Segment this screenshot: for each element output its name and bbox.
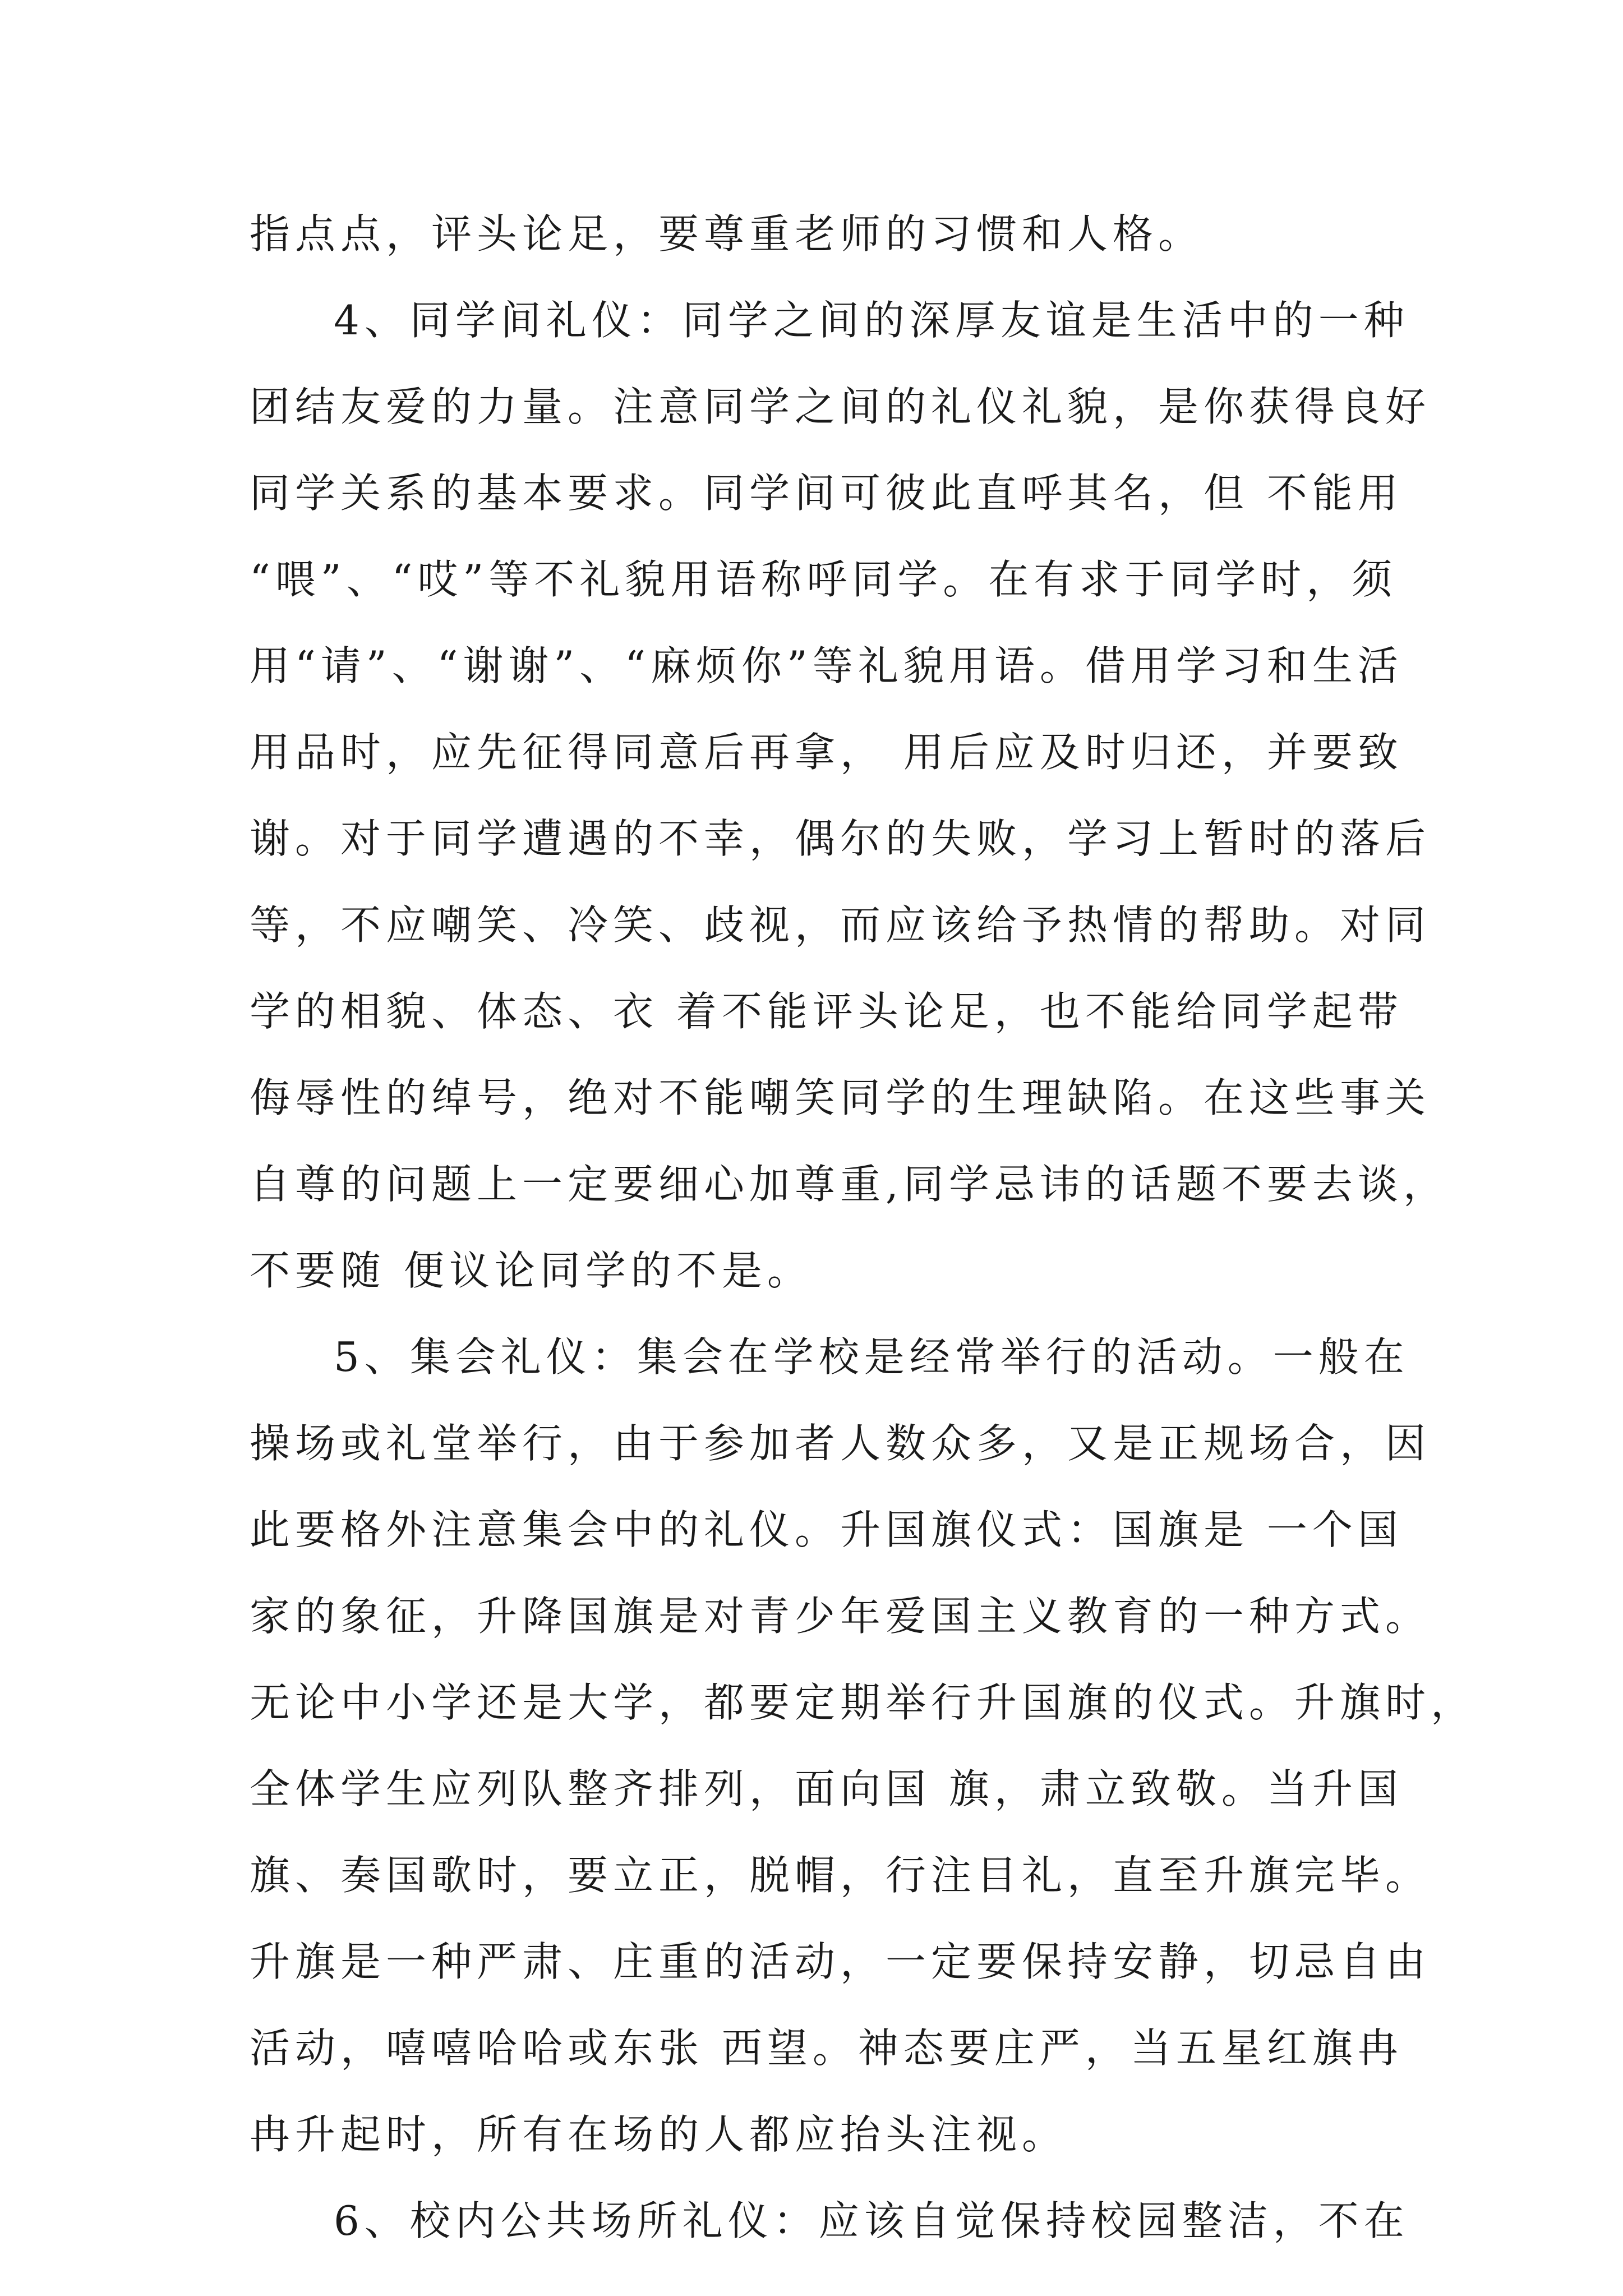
text-line: 4、同学间礼仪：同学之间的深厚友谊是生活中的一种 <box>334 297 1409 344</box>
text-line: 此要格外注意集会中的礼仪。升国旗仪式：国旗是 一个国 <box>250 1506 1403 1553</box>
text-line: 等，不应嘲笑、冷笑、歧视，而应该给予热情的帮助。对同 <box>250 901 1431 949</box>
text-line: “喂”、“哎”等不礼貌用语称呼同学。在有求于同学时，须 <box>250 556 1398 603</box>
text-line: 用“请”、“谢谢”、“麻烦你”等礼貌用语。借用学习和生活 <box>250 642 1403 689</box>
text-line: 活动，嘻嘻哈哈或东张 西望。神态要庄严，当五星红旗冉 <box>250 2024 1403 2072</box>
text-line: 5、集会礼仪：集会在学校是经常举行的活动。一般在 <box>334 1333 1409 1381</box>
text-line: 自尊的问题上一定要细心加尊重,同学忌讳的话题不要去谈， <box>250 1161 1449 1208</box>
text-line: 家的象征，升降国旗是对青少年爱国主义教育的一种方式。 <box>250 1593 1431 1640</box>
text-line: 学的相貌、体态、衣 着不能评头论足，也不能给同学起带 <box>250 988 1403 1035</box>
text-line: 无论中小学还是大学，都要定期举行升国旗的仪式。升旗时， <box>250 1679 1477 1726</box>
text-line: 升旗是一种严肃、庄重的活动，一定要保持安静，切忌自由 <box>250 1938 1431 1985</box>
text-line: 操场或礼堂举行，由于参加者人数众多，又是正规场合，因 <box>250 1420 1431 1467</box>
body-text <box>250 191 1477 2264</box>
text-line: 谢。对于同学遭遇的不幸，偶尔的失败，学习上暂时的落后 <box>250 815 1431 862</box>
text-line: 冉升起时，所有在场的人都应抬头注视。 <box>250 2111 1068 2158</box>
text-line: 6、校内公共场所礼仪：应该自觉保持校园整洁，不在 <box>334 2197 1409 2244</box>
text-line: 侮辱性的绰号，绝对不能嘲笑同学的生理缺陷。在这些事关 <box>250 1074 1431 1121</box>
text-line: 同学关系的基本要求。同学间可彼此直呼其名，但 不能用 <box>250 470 1403 517</box>
text-line: 全体学生应列队整齐排列，面向国 旗，肃立致敬。当升国 <box>250 1765 1403 1812</box>
text-line: 用品时，应先征得同意后再拿， 用后应及时归还，并要致 <box>250 729 1403 776</box>
text-line: 团结友爱的力量。注意同学之间的礼仪礼貌，是你获得良好 <box>250 383 1431 430</box>
text-line: 旗、奏国歌时，要立正，脱帽，行注目礼，直至升旗完毕。 <box>250 1852 1431 1899</box>
text-line: 指点点，评头论足，要尊重老师的习惯和人格。 <box>250 210 1204 257</box>
text-line: 不要随 便议论同学的不是。 <box>250 1247 813 1294</box>
